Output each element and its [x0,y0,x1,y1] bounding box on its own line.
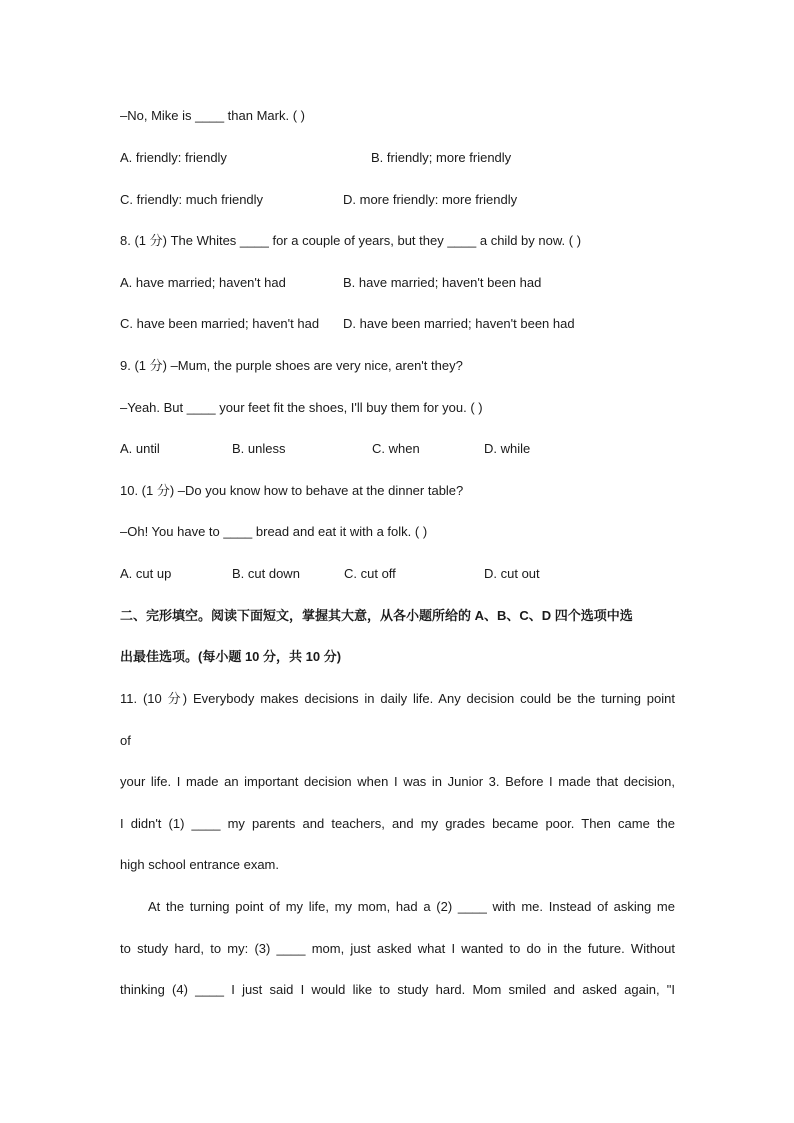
q11-passage-line-2: of [120,733,131,748]
q7-option-a: A. friendly: friendly [120,150,227,165]
q8-options-row-1 [120,275,680,291]
q8-stem: 8. (1 分) The Whites ____ for a couple of years, but they ____ a child by now. ( ) [120,233,582,248]
q8-option-b: B. have married; haven't been had [343,275,542,290]
q9-stem: 9. (1 分) –Mum, the purple shoes are very nice, aren't they? [120,358,463,373]
q9-option-b: B. unless [232,441,286,456]
section-2-heading-line-2: 出最佳选项。(每小题 10 分，共 10 分) [120,649,342,664]
q7-options-row-1 [120,150,680,166]
q8-option-d: D. have been married; haven't been had [343,316,575,331]
q10-options-row [120,566,680,582]
q7-option-c: C. friendly: much friendly [120,192,264,207]
q10-option-b: B. cut down [232,566,300,581]
q9-reply: –Yeah. But ____ your feet fit the shoes, I'll buy them for you. ( ) [120,400,483,415]
q7-option-d: D. more friendly: more friendly [343,192,518,207]
q11-passage-line-5: high school entrance exam. [120,857,279,872]
q9-option-a: A. until [120,441,160,456]
q10-option-a: A. cut up [120,566,172,581]
q11-passage-line-4: I didn't (1) ____ my parents and teachers, and my grades became poor. Then came the [120,816,675,831]
q10-option-d: D. cut out [484,566,540,581]
q9-option-c: C. when [372,441,420,456]
q7-option-b: B. friendly; more friendly [371,150,512,165]
q7-answer-line: –No, Mike is ____ than Mark. ( ) [120,108,305,123]
q10-stem: 10. (1 分) –Do you know how to behave at the dinner table? [120,483,464,498]
section-2-heading-line-1: 二、完形填空。阅读下面短文，掌握其大意，从各小题所给的 A、B、C、D 四个选项中选 [120,608,633,623]
q8-option-c: C. have been married; haven't had [120,316,320,331]
q7-options-row-2 [120,192,680,208]
q9-options-row [120,441,680,457]
q10-reply: –Oh! You have to ____ bread and eat it with a folk. ( ) [120,524,428,539]
q11-passage-line-3: your life. I made an important decision when I was in Junior 3. Before I made that decision, [120,774,675,789]
q11-passage-line-8: thinking (4) ____ I just said I would like to study hard. Mom smiled and asked again, "I [120,982,675,997]
q10-option-c: C. cut off [344,566,396,581]
q9-option-d: D. while [484,441,531,456]
q8-option-a: A. have married; haven't had [120,275,286,290]
q8-options-row-2 [120,316,680,332]
q11-passage-line-7: to study hard, to my: (3) ____ mom, just asked what I wanted to do in the future. Without [120,941,675,956]
q11-passage-line-6: At the turning point of my life, my mom, had a (2) ____ with me. Instead of asking me [148,899,675,914]
q11-passage-line-1: 11. (10 分) Everybody makes decisions in daily life. Any decision could be the turning point [120,691,675,706]
